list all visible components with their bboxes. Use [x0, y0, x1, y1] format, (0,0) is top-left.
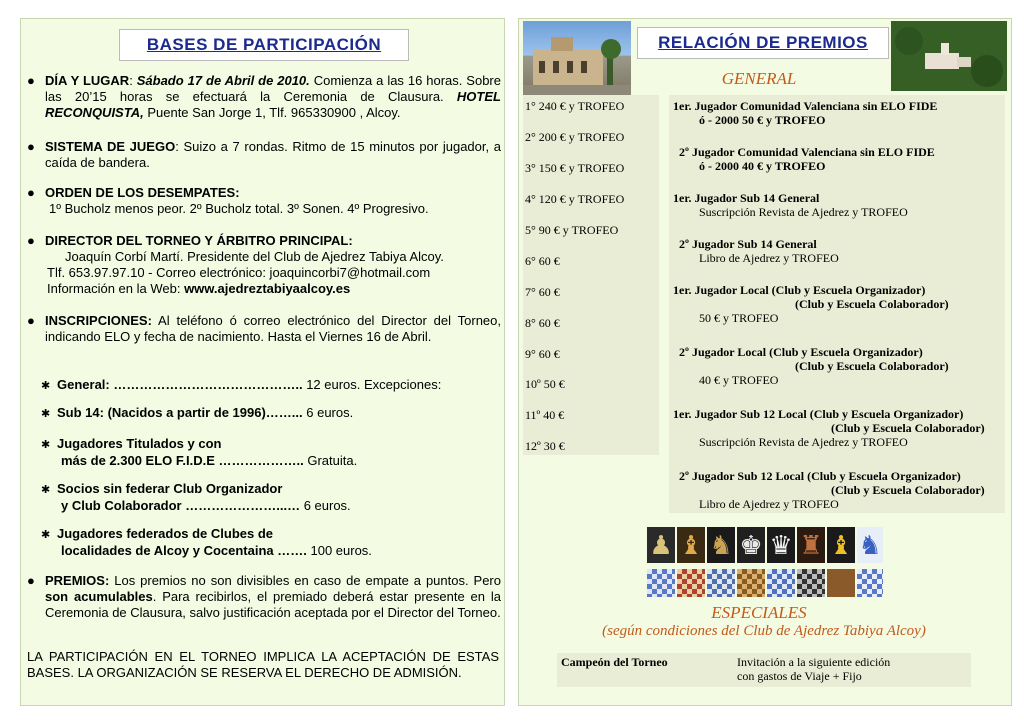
- fee-label-2: más de 2.300 ELO F.I.D.E ………………..: [61, 453, 304, 468]
- special-prize-title: 1er. Jugador Sub 12 Local (Club y Escuela Organizador): [673, 407, 964, 421]
- special-prize: [673, 407, 985, 449]
- sanctuary-image: [891, 21, 1007, 91]
- special-prize-detail: (Club y Escuela Colaborador): [831, 421, 985, 435]
- bullet-icon: ●: [27, 233, 35, 248]
- inscripciones-label: INSCRIPCIONES:: [45, 313, 152, 328]
- general-prize-row: 12º 30 €: [525, 439, 565, 453]
- building-photo-right: [891, 21, 1007, 91]
- dia-label: DÍA Y LUGAR: [45, 73, 130, 88]
- premios-item: [27, 573, 501, 621]
- sistema-item: [27, 139, 501, 171]
- chess-board-icon: [647, 569, 675, 597]
- special-prize-title: 2º Jugador Comunidad Valenciana sin ELO FIDE: [679, 145, 935, 159]
- dia-lugar-item: ● DÍA Y LUGAR: Sábado 17 de Abril de 2010. Comienza a las 16 horas. Sobre las 20’15 horas se efectuará la Ceremonia de Clausura. HOTEL RECONQUISTA, Puente San Jorge 1, Tlf. 965330900 , Alcoy.: [27, 73, 501, 120]
- special-prize: [673, 469, 985, 511]
- director-label: DIRECTOR DEL TORNEO Y ÁRBITRO PRINCIPAL:: [45, 233, 353, 248]
- general-prizes-box: [523, 95, 659, 455]
- fee-value: 6 euros.: [302, 405, 354, 420]
- fee-socios: [41, 480, 351, 514]
- special-prize: [673, 191, 908, 219]
- hotel-name: HOTEL RECONQUISTA,: [45, 89, 501, 120]
- building-photo-left: [523, 21, 631, 97]
- general-prize-row: 2° 200 € y TROFEO: [525, 130, 625, 144]
- general-title: GENERAL: [721, 69, 797, 88]
- general-prize-row: 3° 150 € y TROFEO: [525, 161, 625, 175]
- special-prize-amount: 50 € y TROFEO: [699, 311, 779, 325]
- general-prize-row: 5° 90 € y TROFEO: [525, 223, 619, 237]
- special-prize-detail: (Club y Escuela Colaborador): [831, 483, 985, 497]
- bullet-icon: ●: [27, 185, 35, 200]
- inscripciones-item: [27, 313, 501, 345]
- special-prize: [673, 345, 949, 387]
- hotel-address: Puente San Jorge 1, Tlf. 965330900 , Alcoy.: [143, 105, 401, 120]
- chess-piece-icon: ♝: [827, 527, 855, 563]
- asterisk-icon: ✱: [41, 380, 51, 392]
- fee-value: Gratuita.: [303, 453, 358, 468]
- director-name: Joaquín Corbí Martí. Presidente del Club de Ajedrez Tabiya Alcoy.: [65, 249, 444, 264]
- chess-board-icon: [797, 569, 825, 597]
- chess-boards-row: [647, 567, 883, 601]
- chess-board-icon: [707, 569, 735, 597]
- special-prize-title: 2º Jugador Local (Club y Escuela Organizador): [679, 345, 923, 359]
- chess-piece-icon: ♝: [677, 527, 705, 563]
- chess-piece-icon: ♜: [797, 527, 825, 563]
- fee-value: 12 euros. Excepciones:: [302, 377, 442, 392]
- general-prize-row: 1° 240 € y TROFEO: [525, 99, 625, 113]
- asterisk-icon: ✱: [41, 529, 51, 541]
- special-prize-detail: ó - 2000 50 € y TROFEO: [699, 113, 826, 127]
- dia-text: Comienza a las 16 horas. Sobre las 20’15 horas se efectuará la Ceremonia de Clausura.: [45, 73, 501, 104]
- special-prize-amount: 40 € y TROFEO: [699, 373, 779, 387]
- sistema-text: : Suizo a 7 rondas. Ritmo de 15 minutos por jugador, a caída de bandera.: [45, 139, 501, 170]
- building-image: [523, 21, 631, 97]
- bullet-icon: ●: [27, 573, 35, 588]
- bullet-icon: ●: [27, 139, 35, 154]
- special-prize-detail: Suscripción Revista de Ajedrez y TROFEO: [699, 205, 908, 219]
- web-link[interactable]: www.ajedreztabiyaalcoy.es: [184, 281, 351, 296]
- premios-bold: son acumulables: [45, 589, 153, 604]
- chess-piece-icon: ♞: [857, 527, 883, 563]
- premios-panel: [518, 18, 1012, 706]
- fee-general: [41, 377, 442, 392]
- special-prize-detail: (Club y Escuela Colaborador): [795, 359, 949, 373]
- premios-text-2: . Para recibirlos, el premiado deberá estar presente en la Ceremonia de Clausura, salvo justificación aceptada por el Director del Torneo.: [45, 589, 501, 620]
- general-prize-row: 10º 50 €: [525, 377, 565, 391]
- inscripciones-text: Al teléfono ó correo electrónico del Director del Torneo, indicando ELO y fecha de nacimiento. Hasta el Viernes 16 de Abril.: [45, 313, 501, 344]
- orden-item: [27, 185, 501, 217]
- asterisk-icon: ✱: [41, 484, 51, 496]
- special-prize: [673, 99, 937, 127]
- fee-label: Jugadores Titulados y con: [57, 436, 222, 451]
- campeon-prize-line1: Invitación a la siguiente edición: [737, 655, 891, 669]
- chess-piece-icon: ♚: [737, 527, 765, 563]
- fee-label: Sub 14: (Nacidos a partir de 1996)……...: [57, 405, 303, 420]
- special-prize-title: 2º Jugador Sub 12 Local (Club y Escuela Organizador): [679, 469, 961, 483]
- fee-label: General: ……………………………………..: [57, 377, 303, 392]
- premios-label: PREMIOS:: [45, 573, 110, 588]
- dia-date: Sábado 17 de Abril de 2010.: [136, 73, 310, 88]
- orden-text: 1º Bucholz menos peor. 2º Bucholz total. 3º Sonen. 4º Progresivo.: [49, 201, 429, 216]
- fee-value: 6 euros.: [300, 498, 351, 513]
- fee-titulados: [41, 435, 358, 469]
- special-prize: [673, 283, 949, 325]
- general-prize-row: 11º 40 €: [525, 408, 565, 422]
- chess-board-icon: [737, 569, 765, 597]
- general-prize-row: 6° 60 €: [525, 254, 560, 268]
- footer-notice: LA PARTICIPACIÓN EN EL TORNEO IMPLICA LA ACEPTACIÓN DE ESTAS BASES. LA ORGANIZACIÓN SE RESERVA EL DERECHO DE ADMISIÓN.: [27, 649, 499, 680]
- chess-piece-icon: ♞: [707, 527, 735, 563]
- especiales-title: ESPECIALES: [711, 603, 807, 622]
- fee-label-2: localidades de Alcoy y Cocentaina …….: [61, 543, 307, 558]
- general-prize-row: 8° 60 €: [525, 316, 560, 330]
- general-prize-row: 4° 120 € y TROFEO: [525, 192, 625, 206]
- bullet-icon: ●: [27, 73, 35, 88]
- special-prize: [673, 145, 935, 173]
- premios-banner: [637, 27, 889, 59]
- chess-pieces-image: [647, 525, 883, 603]
- director-contact: Tlf. 653.97.97.10 - Correo electrónico: joaquincorbi7@hotmail.com: [47, 265, 431, 280]
- chess-board-icon: [827, 569, 855, 597]
- bullet-icon: ●: [27, 313, 35, 328]
- special-prize-detail: Libro de Ajedrez y TROFEO: [699, 251, 839, 265]
- general-prize-row: 7° 60 €: [525, 285, 560, 299]
- fee-label: Socios sin federar Club Organizador: [57, 481, 283, 496]
- asterisk-icon: ✱: [41, 439, 51, 451]
- fee-label-2: y Club Colaborador …………………...…: [61, 498, 301, 513]
- chess-board-icon: [767, 569, 795, 597]
- premios-title: RELACIÓN DE PREMIOS: [658, 33, 868, 52]
- special-prize-title: 1er. Jugador Comunidad Valenciana sin ELO FIDE: [673, 99, 938, 113]
- fee-value: 100 euros.: [306, 543, 372, 558]
- special-prize-detail: (Club y Escuela Colaborador): [795, 297, 949, 311]
- premios-text: Los premios no son divisibles en caso de empate a puntos. Pero: [109, 573, 501, 588]
- chess-piece-icon: ♛: [767, 527, 795, 563]
- campeon-prize-line2: con gastos de Viaje + Fijo: [737, 669, 862, 683]
- campeon-label: Campeón del Torneo: [561, 655, 668, 669]
- fee-label: Jugadores federados de Clubes de: [57, 526, 274, 541]
- chess-piece-icon: ♟: [647, 527, 675, 563]
- campeon-prize: [737, 655, 890, 683]
- special-prize-detail: ó - 2000 40 € y TROFEO: [699, 159, 826, 173]
- fee-federados: [41, 525, 372, 559]
- chess-board-icon: [857, 569, 883, 597]
- special-prize-amount: Libro de Ajedrez y TROFEO: [699, 497, 839, 511]
- special-prize-title: 2º Jugador Sub 14 General: [679, 237, 817, 251]
- special-prize: [673, 237, 839, 265]
- special-prize-title: 1er. Jugador Local (Club y Escuela Organizador): [673, 283, 926, 297]
- bases-banner: [119, 29, 409, 61]
- fee-sub14: [41, 405, 354, 420]
- chess-pieces-top-row: [647, 525, 883, 565]
- general-prize-row: 9° 60 €: [525, 347, 560, 361]
- special-prize-amount: Suscripción Revista de Ajedrez y TROFEO: [699, 435, 908, 449]
- special-prize-title: 1er. Jugador Sub 14 General: [673, 191, 820, 205]
- chess-board-icon: [677, 569, 705, 597]
- director-item: [27, 233, 501, 297]
- sistema-label: SISTEMA DE JUEGO: [45, 139, 176, 154]
- asterisk-icon: ✱: [41, 408, 51, 420]
- orden-label: ORDEN DE LOS DESEMPATES:: [45, 185, 240, 200]
- especiales-subtitle: (según condiciones del Club de Ajedrez Tabiya Alcoy): [602, 623, 926, 639]
- web-label: Información en la Web:: [47, 281, 185, 296]
- bases-panel: [20, 18, 505, 706]
- bases-title: BASES DE PARTICIPACIÓN: [146, 35, 382, 54]
